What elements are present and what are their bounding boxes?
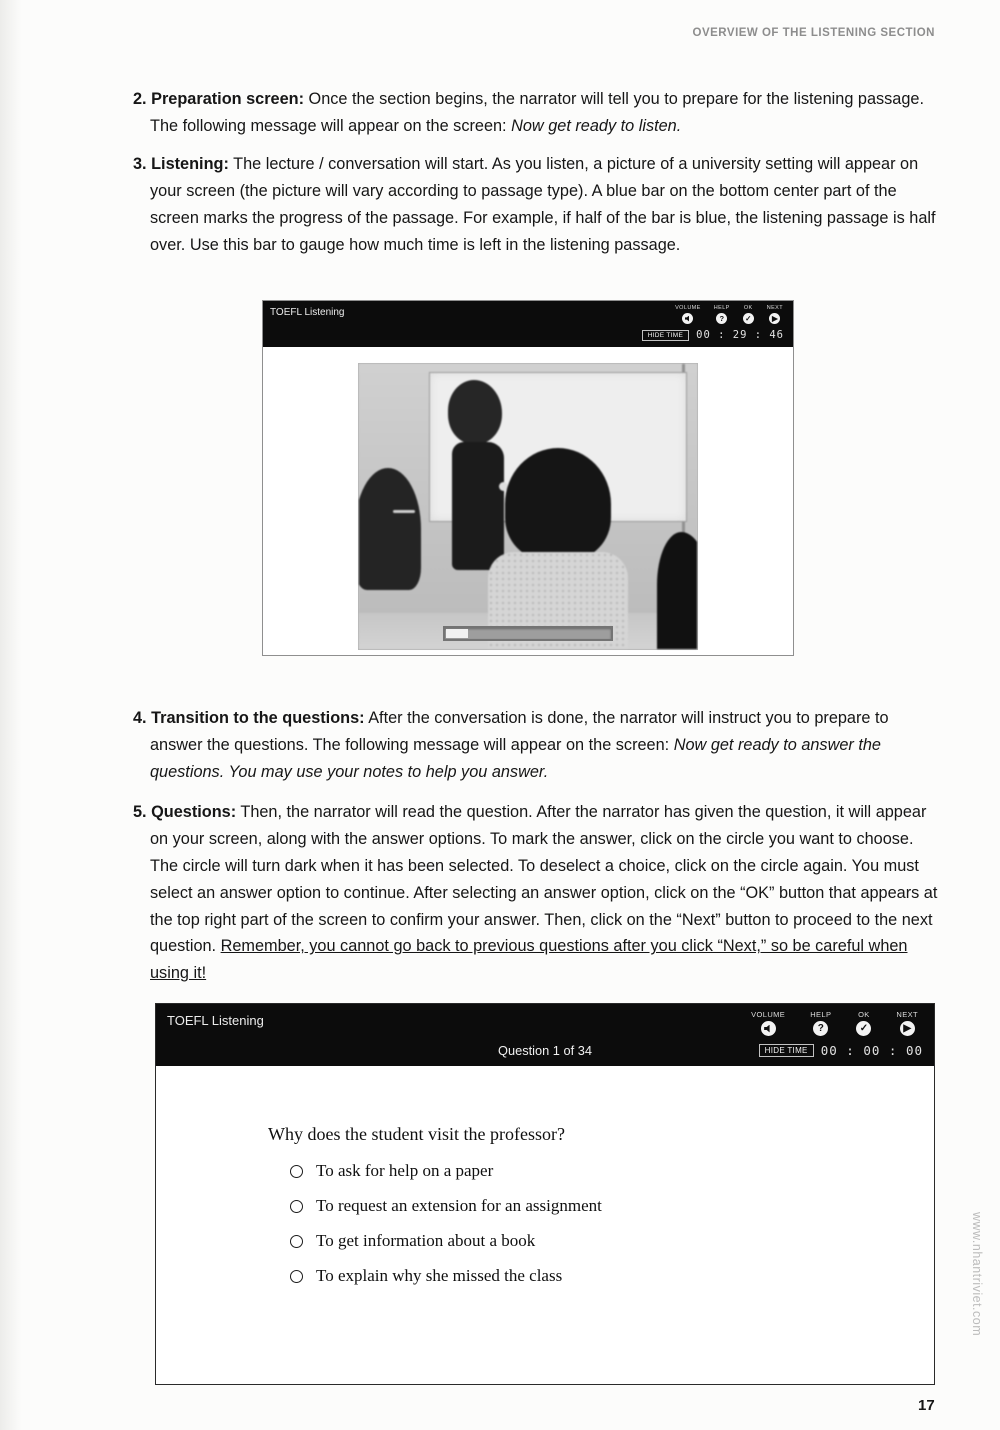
- lecture-photo: [359, 364, 697, 649]
- answer-option-label: To explain why she missed the class: [316, 1266, 563, 1285]
- answer-option[interactable]: [290, 1161, 934, 1181]
- radio-button-icon[interactable]: [290, 1235, 303, 1248]
- question-icon: ?: [813, 1021, 828, 1036]
- paragraph-body: After the conversation is done, the narrator will instruct you to prepare to answer the questions. The following message will appear on the screen:: [150, 709, 889, 754]
- answer-option[interactable]: [290, 1231, 934, 1251]
- hide-time-button[interactable]: HIDE TIME: [642, 330, 689, 341]
- ok-label: OK: [743, 305, 753, 311]
- next-arrow-icon: ▶: [769, 313, 780, 324]
- answer-option-label: To request an extension for an assignment: [316, 1196, 602, 1215]
- student-glasses: [393, 510, 415, 513]
- ok-button[interactable]: [743, 305, 754, 324]
- page-number: 17: [918, 1397, 935, 1414]
- paragraph-body: Then, the narrator will read the question. After the narrator has given the question, it will appear on your screen, along with the answer options. To mark the answer, click on the circle you want to choose. The circle will turn dark when it has been selected. To deselect a choice, click on the circle again. You must select an answer option to continue. After selecting an answer option, click on the “OK” button that appears at the top right part of the screen to confirm your answer. Then, click on the “Next” button to proceed to the next question.: [150, 803, 938, 956]
- paragraph-label: 5. Questions:: [133, 803, 237, 821]
- speaker-glyph: [685, 316, 691, 322]
- next-button[interactable]: [767, 305, 783, 324]
- timer-value: 00 : 00 : 00: [820, 1043, 923, 1058]
- check-icon: ✓: [856, 1021, 871, 1036]
- next-arrow-icon: ▶: [900, 1021, 915, 1036]
- answer-option[interactable]: [290, 1196, 934, 1216]
- radio-button-icon[interactable]: [290, 1200, 303, 1213]
- help-label: HELP: [810, 1010, 832, 1019]
- paragraph-questions: [133, 799, 939, 987]
- ok-label: OK: [858, 1010, 870, 1019]
- page-edge-shadow: [0, 0, 22, 1430]
- question-icon: ?: [716, 313, 727, 324]
- answer-options: [290, 1161, 934, 1286]
- player-header-bar: [263, 301, 793, 347]
- listening-passage-screenshot: [262, 300, 794, 656]
- answer-option[interactable]: [290, 1266, 934, 1286]
- help-button[interactable]: [714, 305, 730, 324]
- player-title: TOEFL Listening: [270, 307, 345, 318]
- volume-button[interactable]: [675, 305, 701, 324]
- radio-button-icon[interactable]: [290, 1270, 303, 1283]
- help-button[interactable]: [810, 1010, 831, 1036]
- paragraph-transition: [133, 705, 939, 786]
- paragraph-italic-message: Now get ready to listen.: [511, 116, 682, 135]
- paragraph-label: 3. Listening:: [133, 155, 229, 173]
- player-controls: [751, 1010, 918, 1036]
- speaker-icon: [682, 313, 693, 324]
- paragraph-underlined-warning: Remember, you cannot go back to previous questions after you click “Next,” so be careful when using it!: [150, 937, 908, 983]
- volume-label: VOLUME: [751, 1010, 786, 1019]
- answer-option-label: To get information about a book: [316, 1231, 536, 1250]
- next-button[interactable]: [896, 1010, 918, 1036]
- hide-time-button[interactable]: HIDE TIME: [759, 1044, 814, 1057]
- lecturer-body: [452, 442, 504, 570]
- paragraph-preparation-screen: [133, 86, 939, 140]
- speaker-icon: [761, 1021, 776, 1036]
- student-head-center: [505, 448, 611, 560]
- player-title: TOEFL Listening: [167, 1013, 264, 1028]
- paragraph-body: The lecture / conversation will start. As you listen, a picture of a university setting will appear on your screen (the picture will vary according to passage type). A blue bar on the bottom center part of the screen marks the progress of the passage. For example, if half of the bar is blue, the listening passage is half over. Use this bar to gauge how much time is left in the listening passage.: [150, 155, 936, 254]
- paragraph-listening: [133, 151, 939, 259]
- paragraph-label: 4. Transition to the questions:: [133, 709, 365, 727]
- question-screenshot: [155, 1003, 935, 1385]
- lecturer-head: [448, 380, 502, 444]
- student-head-left: [359, 468, 421, 590]
- volume-label: VOLUME: [675, 305, 701, 311]
- radio-button-icon[interactable]: [290, 1165, 303, 1178]
- ok-button[interactable]: [856, 1010, 871, 1036]
- player-controls: [675, 305, 783, 324]
- passage-progress-bar: [443, 626, 613, 641]
- speaker-glyph: [764, 1025, 772, 1033]
- watermark: www.nhantriviet.com: [970, 1212, 984, 1337]
- answer-option-label: To ask for help on a paper: [316, 1161, 494, 1180]
- question-text: Why does the student visit the professor?: [268, 1124, 565, 1144]
- question-area: [156, 1066, 934, 1384]
- help-label: HELP: [713, 305, 730, 311]
- time-display: [642, 329, 784, 341]
- running-head: OVERVIEW OF THE LISTENING SECTION: [692, 27, 935, 39]
- paragraph-italic-message: Now get ready to answer the questions. You may use your notes to help you answer.: [150, 735, 881, 781]
- timer-value: 00 : 29 : 46: [696, 329, 784, 341]
- volume-button[interactable]: [751, 1010, 785, 1036]
- progress-fill: [446, 629, 468, 638]
- photo-content: [359, 364, 697, 649]
- next-label: NEXT: [766, 305, 783, 311]
- question-header-bar: [156, 1004, 934, 1066]
- student-head-right: [657, 532, 697, 649]
- next-label: NEXT: [896, 1010, 918, 1019]
- time-display: [759, 1043, 923, 1058]
- check-icon: ✓: [743, 313, 754, 324]
- paragraph-body: Once the section begins, the narrator will tell you to prepare for the listening passage. The following message will appear on the screen:: [150, 90, 924, 135]
- paragraph-label: 2. Preparation screen:: [133, 90, 305, 108]
- question-counter: Question 1 of 34: [498, 1043, 592, 1058]
